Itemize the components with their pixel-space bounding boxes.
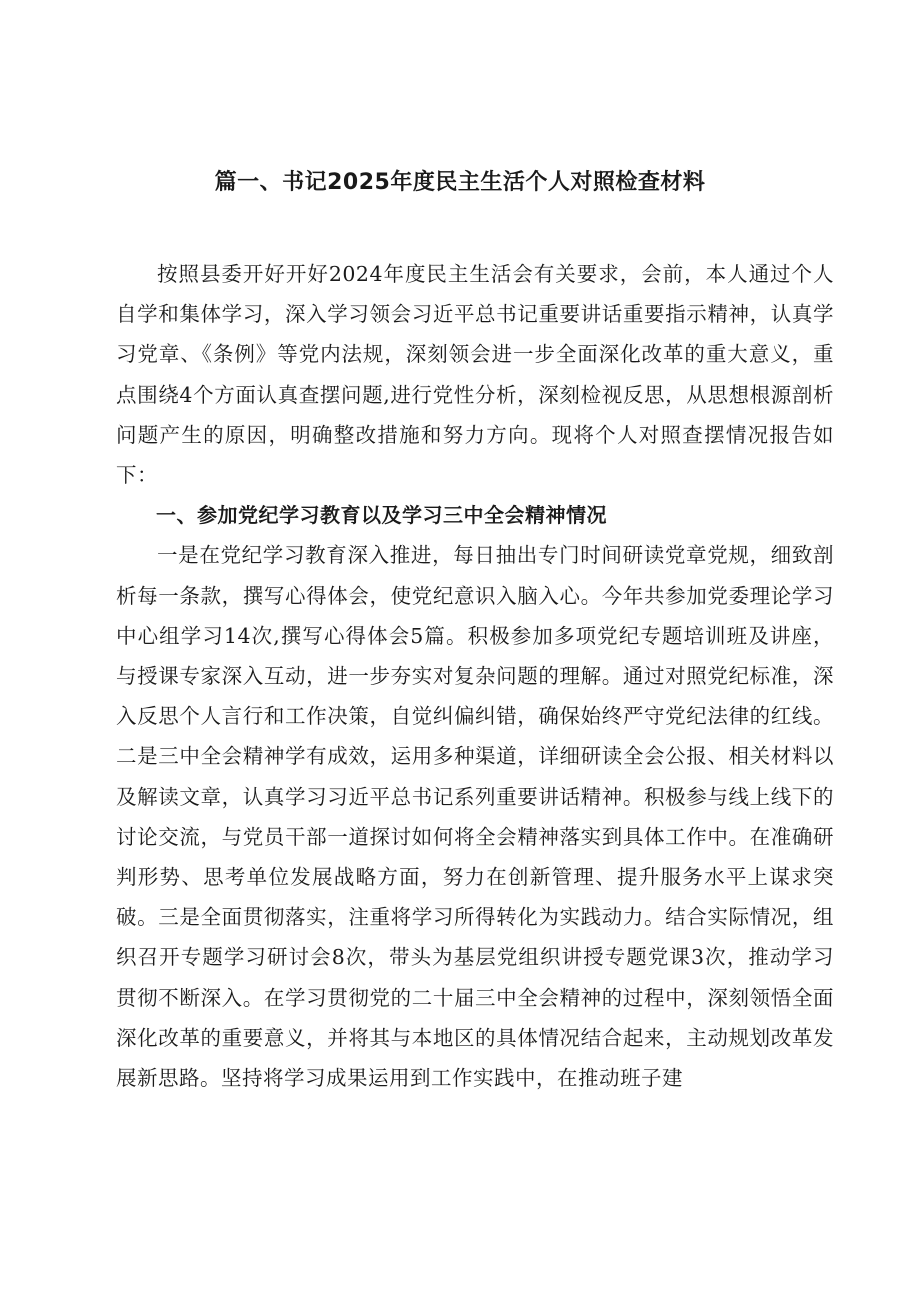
section-paragraph: 一是在党纪学习教育深入推进，每日抽出专门时间研读党章党规，细致剖析每一条款，撰写心得体会，使党纪意识入脑入心。今年共参加党委理论学习中心组学习14次,撰写心得体会5篇。积极参加多项党纪专题培训班及讲座，与授课专家深入互动，进一步夯实对复杂问题的理解。通过对照党纪标准，深入反思个人言行和工作决策，自觉纠偏纠错，确保始终严守党纪法律的红线。二是三中全会精神学有成效，运用多种渠道，详细研读全会公报、相关材料以及解读文章，认真学习习近平总书记系列重要讲话精神。积极参与线上线下的讨论交流，与党员干部一道探讨如何将全会精神落实到具体工作中。在准确研判形势、思考单位发展战略方面，努力在创新管理、提升服务水平上谋求突破。三是全面贯彻落实，注重将学习所得转化为实践动力。结合实际情况，组织召开专题学习研讨会8次，带头为基层党组织讲授专题党课3次，推动学习贯彻不断深入。在学习贯彻党的二十届三中全会精神的过程中，深刻领悟全面深化改革的重要意义，并将其与本地区的具体情况结合起来，主动规划改革发展新思路。坚持将学习成果运用到工作实践中，在推动班子建 bbox=[116, 543, 834, 1091]
document-body bbox=[116, 254, 834, 1098]
document-title: 篇一、书记2025年度民主生活个人对照检查材料 bbox=[214, 170, 706, 195]
intro-paragraph: 按照县委开好开好2024年度民主生活会有关要求，会前，本人通过个人自学和集体学习，深入学习领会习近平总书记重要讲话重要指示精神，认真学习党章、《条例》等党内法规，深刻领会进一步全面深化改革的重大意义，重点围绕4个方面认真查摆问题,进行党性分析，深刻检视反思，从思想根源剖析问题产生的原因，明确整改措施和努力方向。现将个人对照查摆情况报告如下： bbox=[116, 262, 834, 488]
section-heading: 一、参加党纪学习教育以及学习三中全会精神情况 bbox=[156, 503, 607, 528]
